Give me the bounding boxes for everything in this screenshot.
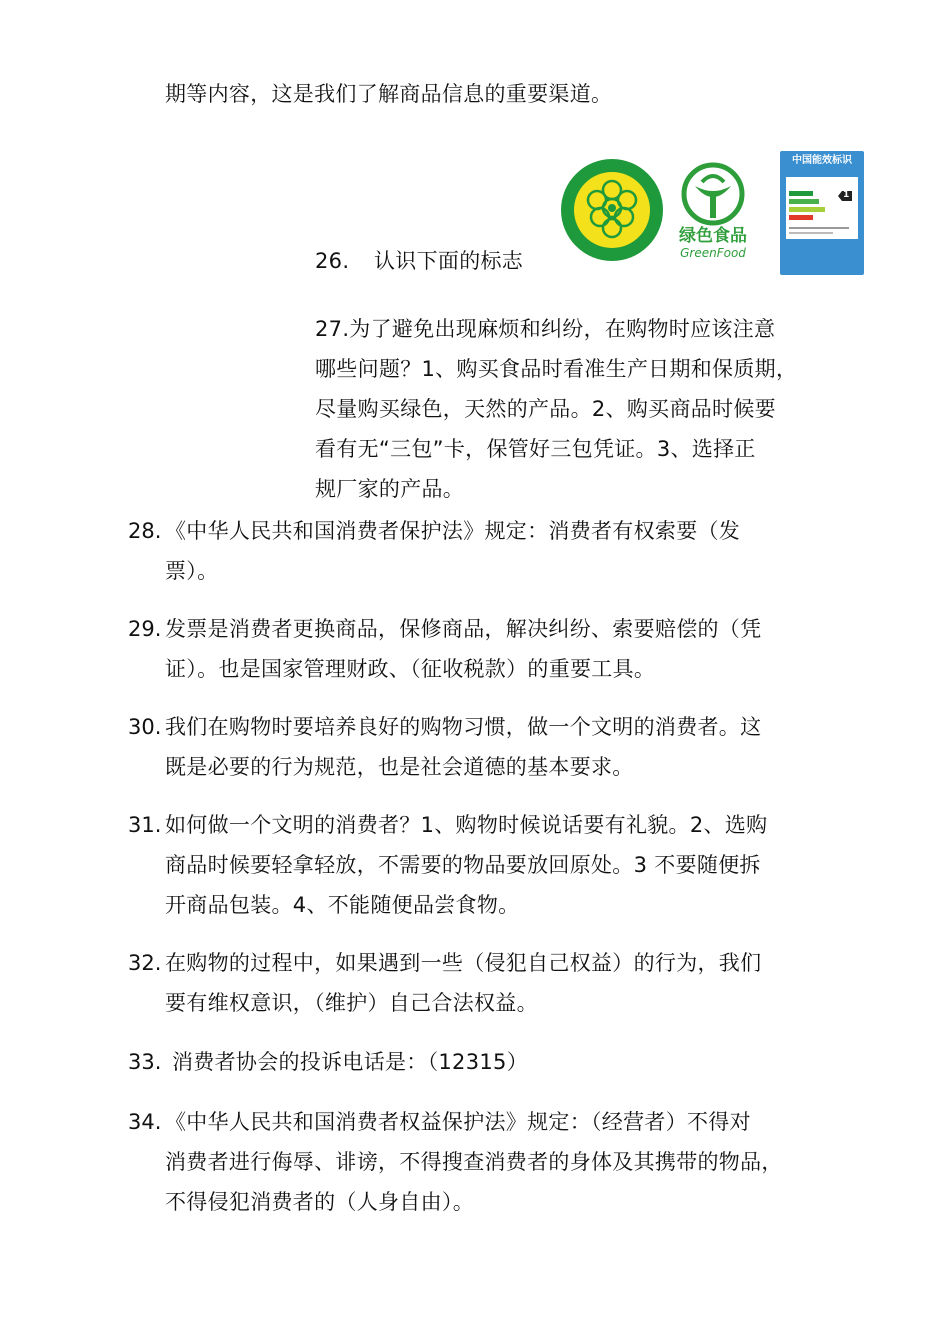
item-30-line-2: 既是必要的行为规范，也是社会道德的基本要求。: [165, 755, 634, 779]
item-29-number: 29.: [128, 617, 162, 641]
item-33-number: 33.: [128, 1050, 162, 1074]
environmental-label-icon: [560, 156, 664, 264]
energy-label-panel: [786, 177, 858, 239]
item-28-line-2: 票）。: [165, 559, 219, 583]
green-food-icon: [676, 160, 750, 262]
q27-line-3: 尽量购买绿色，天然的产品。2、购买商品时候要: [315, 397, 776, 421]
item-32-number: 32.: [128, 951, 162, 975]
item-29-line-2: 证）。也是国家管理财政、（征收税款）的重要工具。: [165, 657, 656, 681]
green-food-en: GreenFood: [680, 246, 746, 260]
green-food-cn: 绿色食品: [679, 226, 747, 246]
item-28-number: 28.: [128, 519, 162, 543]
item-32-line-2: 要有维权意识，（维护）自己合法权益。: [165, 991, 538, 1015]
energy-efficiency-label-icon: [780, 151, 864, 275]
item-30-number: 30.: [128, 715, 162, 739]
item-29-line-1: 发票是消费者更换商品，保修商品，解决纠纷、索要赔偿的（凭: [165, 617, 762, 641]
q27-line-2: 哪些问题？1、购买食品时看准生产日期和保质期，: [315, 357, 798, 381]
q26-text: 认识下面的标志: [374, 249, 524, 273]
item-34-number: 34.: [128, 1110, 162, 1134]
energy-label-grade: 1: [843, 190, 850, 200]
item-32-line-1: 在购物的过程中，如果遇到一些（侵犯自己权益）的行为，我们: [165, 951, 762, 975]
q27-line-5: 规厂家的产品。: [315, 477, 465, 501]
q27-line-1: 27.为了避免出现麻烦和纠纷，在购物时应该注意: [315, 317, 776, 341]
item-30-line-1: 我们在购物时要培养良好的购物习惯，做一个文明的消费者。这: [165, 715, 762, 739]
item-31-number: 31.: [128, 813, 162, 837]
item-33-line-1: 消费者协会的投诉电话是：（12315）: [172, 1050, 529, 1074]
q27-line-4: 看有无“三包”卡，保管好三包凭证。3、选择正: [315, 437, 756, 461]
intro-text: 期等内容，这是我们了解商品信息的重要渠道。: [165, 82, 613, 106]
item-34-line-3: 不得侵犯消费者的（人身自由）。: [165, 1190, 474, 1214]
item-28-line-1: 《中华人民共和国消费者保护法》规定：消费者有权索要（发: [165, 519, 741, 543]
energy-label-title: 中国能效标识: [792, 155, 852, 166]
item-34-line-1: 《中华人民共和国消费者权益保护法》规定：（经营者）不得对: [165, 1110, 751, 1134]
item-34-line-2: 消费者进行侮辱、诽谤，不得搜查消费者的身体及其携带的物品，: [165, 1150, 783, 1174]
item-31-line-2: 商品时候要轻拿轻放，不需要的物品要放回原处。3 不要随便拆: [165, 853, 761, 877]
item-31-line-3: 开商品包装。4、不能随便品尝食物。: [165, 893, 520, 917]
q26-number: 26.: [315, 249, 350, 273]
item-31-line-1: 如何做一个文明的消费者？1、购物时候说话要有礼貌。2、选购: [165, 813, 768, 837]
